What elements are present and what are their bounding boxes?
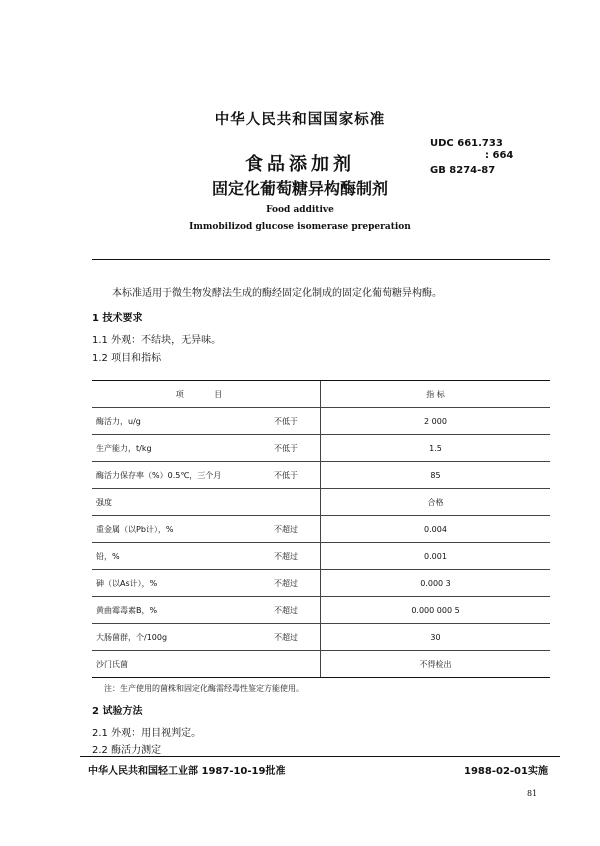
row-item: 酶活力保存率（%）0.5℃，三个月 [92, 462, 274, 489]
row-value: 0.001 [321, 543, 551, 570]
table-row [92, 489, 550, 516]
section2-item2: 2.2 酶活力测定 [92, 745, 162, 756]
row-item: 黄曲霉毒素B，% [92, 597, 274, 624]
table-row [92, 597, 550, 624]
section2-item1: 2.1 外观：用目视判定。 [92, 728, 202, 739]
section2-title: 2 试验方法 [92, 706, 143, 717]
row-item: 砷（以As计），% [92, 570, 274, 597]
row-item: 铅，% [92, 543, 274, 570]
row-item: 沙门氏菌 [92, 651, 274, 678]
udc-code [430, 138, 513, 162]
row-value: 1.5 [321, 435, 551, 462]
intro-paragraph: 本标准适用于微生物发酵法生成的酶经固定化制成的固定化葡萄糖异构酶。 [112, 288, 442, 299]
table-row [92, 651, 550, 678]
row-condition: 不超过 [274, 543, 321, 570]
table-note: 注：生产使用的菌株和固定化酶需经毒性鉴定方能使用。 [104, 684, 304, 693]
row-condition [274, 489, 321, 516]
row-value: 0.004 [321, 516, 551, 543]
page-number: 81 [527, 789, 538, 798]
approval-line: 中华人民共和国轻工业部 1987-10-19批准 [88, 766, 286, 777]
row-condition: 不低于 [274, 408, 321, 435]
table-header-item: 项 目 [92, 381, 321, 408]
udc-line2: : 664 [485, 150, 514, 161]
title-english-line2: Immobilizod glucose isomerase preperation [189, 222, 411, 232]
row-item: 大肠菌群，个/100g [92, 624, 274, 651]
row-condition: 不低于 [274, 462, 321, 489]
table-row [92, 624, 550, 651]
row-condition: 不超过 [274, 516, 321, 543]
table-row [92, 408, 550, 435]
row-value: 0.000 000 5 [321, 597, 551, 624]
footer-divider [80, 756, 560, 757]
row-value: 85 [321, 462, 551, 489]
row-value: 30 [321, 624, 551, 651]
section1-item1: 1.1 外观：不结块，无异味。 [92, 335, 222, 346]
table-header-row [92, 381, 550, 408]
implementation-date: 1988-02-01实施 [464, 766, 548, 777]
row-condition: 不超过 [274, 597, 321, 624]
table-row [92, 462, 550, 489]
row-value: 2 000 [321, 408, 551, 435]
title-chinese-line1: 食品添加剂 [245, 154, 355, 175]
section1-item2: 1.2 项目和指标 [92, 353, 162, 364]
row-item: 重金属（以Pb计），% [92, 516, 274, 543]
row-value: 0.000 3 [321, 570, 551, 597]
row-condition: 不超过 [274, 570, 321, 597]
gb-code: GB 8274-87 [430, 165, 496, 176]
table-header-value: 指 标 [321, 381, 551, 408]
row-item: 强度 [92, 489, 274, 516]
row-condition: 不低于 [274, 435, 321, 462]
national-standard-heading: 中华人民共和国国家标准 [214, 112, 386, 128]
row-condition [274, 651, 321, 678]
row-item: 生产能力，t/kg [92, 435, 274, 462]
row-item: 酶活力，u/g [92, 408, 274, 435]
row-condition: 不超过 [274, 624, 321, 651]
spec-table [92, 380, 550, 678]
title-chinese-line2: 固定化葡萄糖异构酶制剂 [211, 179, 388, 198]
table-row [92, 543, 550, 570]
section1-title: 1 技术要求 [92, 313, 143, 324]
header-divider [92, 259, 550, 260]
table-row [92, 570, 550, 597]
row-value: 不得检出 [321, 651, 551, 678]
row-value: 合格 [321, 489, 551, 516]
title-english-line1: Food additive [266, 205, 334, 215]
table-row [92, 435, 550, 462]
table-row [92, 516, 550, 543]
udc-line1: UDC 661.733 [430, 138, 503, 149]
